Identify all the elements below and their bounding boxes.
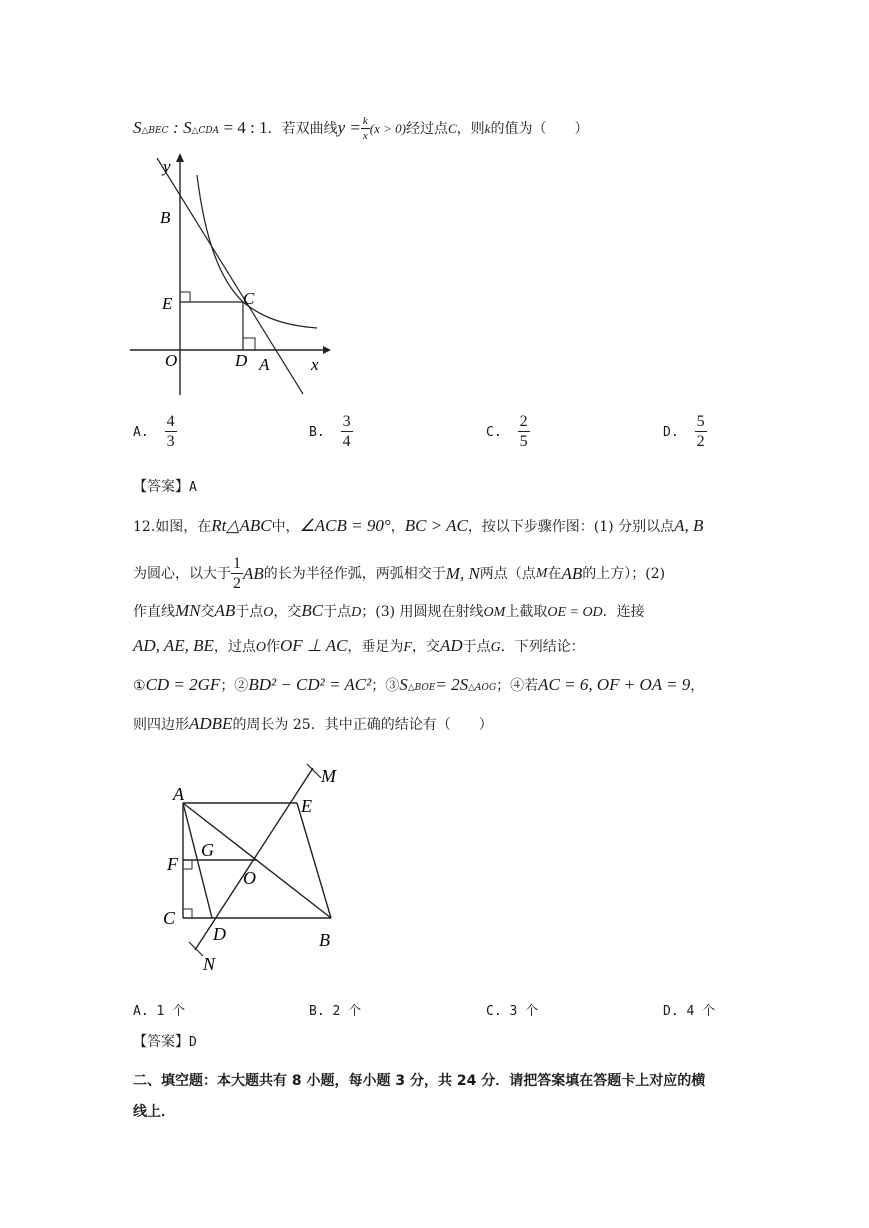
ratio-s2-sub: △CDA bbox=[191, 126, 220, 136]
ratio-s2: S bbox=[183, 118, 192, 137]
answer-label: 【答案】 bbox=[133, 479, 189, 495]
q11-text-4: 的值为（ ） bbox=[490, 121, 589, 137]
hyperbola-graph bbox=[125, 150, 335, 400]
q12-math: F bbox=[403, 640, 412, 655]
q12-math: ADBE bbox=[189, 714, 233, 733]
answer-value: A bbox=[189, 480, 197, 495]
q12-sub: △AOG bbox=[468, 683, 497, 693]
q12-text: 的上方）；(2) bbox=[582, 566, 666, 582]
arc-mark-m bbox=[307, 764, 321, 778]
q12-math: AD, AE, BE bbox=[133, 636, 214, 655]
option-letter: B. bbox=[309, 1004, 325, 1019]
ratio-s1-sub: △BEC bbox=[141, 126, 169, 136]
option-fraction bbox=[165, 414, 177, 450]
label-e: E bbox=[162, 294, 173, 313]
option-letter: B. bbox=[309, 424, 325, 440]
option-letter: D. bbox=[663, 1004, 679, 1019]
right-angle-e bbox=[180, 292, 190, 302]
q12-text: ；④若 bbox=[496, 678, 539, 694]
right-angle-d bbox=[243, 338, 255, 350]
q12-math: OM bbox=[483, 605, 506, 620]
q11-option-d[interactable] bbox=[663, 414, 707, 450]
label-a: A bbox=[259, 355, 270, 374]
q12-math: = 2S bbox=[435, 675, 469, 694]
answer-label: 【答案】 bbox=[133, 1034, 189, 1050]
label-c: C bbox=[243, 289, 255, 308]
q12-text: ， bbox=[390, 519, 405, 535]
option-fraction bbox=[341, 414, 353, 450]
q12-math: OE = OD bbox=[547, 605, 603, 620]
option-letter: C. bbox=[486, 1004, 502, 1019]
q12-math: BD² − CD² = AC² bbox=[248, 675, 372, 694]
func-y: y = bbox=[337, 118, 361, 137]
option-text: 1 个 bbox=[156, 1004, 186, 1019]
q12-math: OF ⊥ AC bbox=[280, 636, 348, 655]
q12-text: ， bbox=[690, 678, 705, 694]
section-2-heading-line-2: 线上． bbox=[133, 1104, 175, 1120]
q12-math: D bbox=[351, 605, 362, 620]
q12-math: AB bbox=[243, 564, 264, 583]
option-letter: C. bbox=[486, 424, 502, 440]
line-ab bbox=[157, 158, 303, 394]
q11-text-1: ．若双曲线 bbox=[267, 121, 338, 137]
q12-math: G bbox=[490, 640, 501, 655]
option-num: 4 bbox=[166, 413, 175, 430]
q12-text: 在 bbox=[547, 566, 562, 582]
q12-text: ，过点 bbox=[213, 639, 256, 655]
q12-math: BC bbox=[301, 601, 324, 620]
q11-statement bbox=[133, 116, 588, 142]
q12-math: ∠ACB = 90° bbox=[299, 516, 391, 535]
option-den: 4 bbox=[342, 433, 351, 450]
option-fraction bbox=[518, 414, 530, 450]
q11-point-c: C bbox=[448, 121, 457, 136]
label-n: N bbox=[203, 954, 216, 974]
q12-text: 于点 bbox=[462, 639, 491, 655]
label-g: G bbox=[201, 840, 214, 860]
q12-text: 的周长为 25．其中正确的结论有（ ） bbox=[232, 717, 493, 733]
option-den: 3 bbox=[166, 433, 175, 450]
q12-math: AD bbox=[439, 636, 463, 655]
q12-sub: △BOE bbox=[407, 683, 436, 693]
q12-text: ；(3) 用圆规在射线 bbox=[361, 604, 484, 620]
q12-math: AB bbox=[214, 601, 236, 620]
half-num: 1 bbox=[233, 555, 241, 572]
label-e: E bbox=[301, 796, 312, 816]
right-angle-c bbox=[183, 909, 192, 918]
label-f: F bbox=[167, 854, 178, 874]
label-c: C bbox=[163, 908, 176, 928]
q12-math: M bbox=[535, 566, 548, 581]
q12-line-5 bbox=[133, 675, 704, 698]
q12-text: ．下列结论： bbox=[500, 639, 585, 655]
label-x: x bbox=[311, 355, 319, 374]
label-o: O bbox=[243, 868, 256, 888]
q11-option-a[interactable] bbox=[133, 414, 177, 450]
q12-math: MN bbox=[175, 601, 201, 620]
q12-line-4 bbox=[133, 636, 585, 658]
option-text: 4 个 bbox=[686, 1004, 716, 1019]
func-den: x bbox=[362, 130, 368, 142]
ratio-colon: : bbox=[172, 118, 179, 137]
label-d: D bbox=[213, 924, 226, 944]
q12-text: 作 bbox=[266, 639, 281, 655]
label-b: B bbox=[319, 930, 330, 950]
option-letter: D. bbox=[663, 424, 679, 440]
q12-text: 则四边形 bbox=[133, 717, 189, 733]
q12-text: ，垂足为 bbox=[347, 639, 404, 655]
y-axis-arrow bbox=[176, 153, 184, 162]
q11-text-2: 经过点 bbox=[406, 121, 448, 137]
option-den: 2 bbox=[696, 433, 705, 450]
q12-option-a[interactable] bbox=[133, 1000, 185, 1019]
q12-text: 的长为半径作弧，两弧相交于 bbox=[263, 566, 446, 582]
half-fraction bbox=[231, 556, 243, 592]
label-a: A bbox=[173, 784, 184, 804]
q12-text: 12.如图，在 bbox=[133, 519, 212, 535]
q12-text: ；② bbox=[220, 678, 249, 694]
q11-answer bbox=[133, 477, 197, 498]
half-den: 2 bbox=[233, 575, 241, 592]
label-o: O bbox=[165, 351, 178, 370]
q12-math: S bbox=[399, 675, 408, 694]
q12-math: O bbox=[263, 605, 274, 620]
segment-eb bbox=[297, 803, 331, 918]
q12-math: CD = 2GF bbox=[145, 675, 221, 694]
label-b: B bbox=[160, 208, 171, 227]
func-cond: (x > 0) bbox=[369, 121, 406, 136]
q12-text: ，交 bbox=[411, 639, 440, 655]
q12-math: A, B bbox=[674, 516, 704, 535]
q12-math: M, N bbox=[445, 564, 480, 583]
option-num: 5 bbox=[696, 413, 705, 430]
label-y: y bbox=[163, 157, 171, 176]
option-num: 3 bbox=[342, 413, 351, 430]
func-num: k bbox=[362, 115, 368, 127]
q12-text: ；③ bbox=[371, 678, 400, 694]
option-letter: A. bbox=[133, 424, 149, 440]
q12-text: 中， bbox=[271, 519, 300, 535]
label-m: M bbox=[321, 766, 336, 786]
right-angle-f bbox=[183, 860, 192, 869]
q12-text: ，交 bbox=[273, 604, 302, 620]
arc-mark-n bbox=[189, 942, 203, 956]
geometry-figure bbox=[155, 760, 355, 975]
q12-math: Rt△ABC bbox=[211, 516, 272, 535]
q12-text: 为圆心，以大于 bbox=[133, 566, 231, 582]
q12-math: AB bbox=[561, 564, 583, 583]
q12-option-d[interactable] bbox=[663, 1000, 715, 1019]
option-text: 2 个 bbox=[332, 1004, 362, 1019]
q12-text: 于点 bbox=[323, 604, 352, 620]
option-text: 3 个 bbox=[509, 1004, 539, 1019]
q12-text: 于点 bbox=[235, 604, 264, 620]
answer-value: D bbox=[189, 1035, 197, 1050]
option-num: 2 bbox=[519, 413, 528, 430]
option-den: 5 bbox=[519, 433, 528, 450]
q12-line-2 bbox=[133, 556, 665, 592]
q12-answer bbox=[133, 1032, 197, 1053]
q12-line-1 bbox=[133, 516, 703, 537]
q12-line-3 bbox=[133, 601, 645, 623]
q12-line-6 bbox=[133, 714, 493, 735]
q12-option-c[interactable] bbox=[486, 1000, 538, 1019]
q11-text-3: ，则 bbox=[456, 121, 485, 137]
q12-text: ① bbox=[133, 678, 146, 694]
q12-text: 两点（点 bbox=[479, 566, 536, 582]
q11-option-b[interactable] bbox=[309, 414, 353, 450]
x-axis-arrow bbox=[323, 346, 331, 354]
ratio-value: = 4 : 1 bbox=[223, 118, 268, 137]
q12-text: 交 bbox=[200, 604, 215, 620]
q11-option-c[interactable] bbox=[486, 414, 530, 450]
ratio-s1: S bbox=[133, 118, 142, 137]
q12-text: ．连接 bbox=[602, 604, 645, 620]
q11-var-k: k bbox=[484, 121, 491, 136]
q12-option-b[interactable] bbox=[309, 1000, 361, 1019]
label-d: D bbox=[235, 351, 248, 370]
q12-math: BC > AC bbox=[404, 516, 468, 535]
q12-text: ，按以下步骤作图：(1) 分别以点 bbox=[467, 519, 675, 535]
q12-text: 上截取 bbox=[505, 604, 548, 620]
option-letter: A. bbox=[133, 1004, 149, 1019]
q12-math: O bbox=[255, 640, 267, 655]
func-fraction bbox=[361, 116, 370, 142]
option-fraction bbox=[695, 414, 707, 450]
q12-math: AC = 6, OF + OA = 9 bbox=[538, 675, 691, 694]
section-2-heading-line-1: 二、填空题：本大题共有 8 小题，每小题 3 分，共 24 分．请把答案填在答题卡上对应的横 bbox=[133, 1073, 706, 1089]
q12-text: 作直线 bbox=[133, 604, 175, 620]
